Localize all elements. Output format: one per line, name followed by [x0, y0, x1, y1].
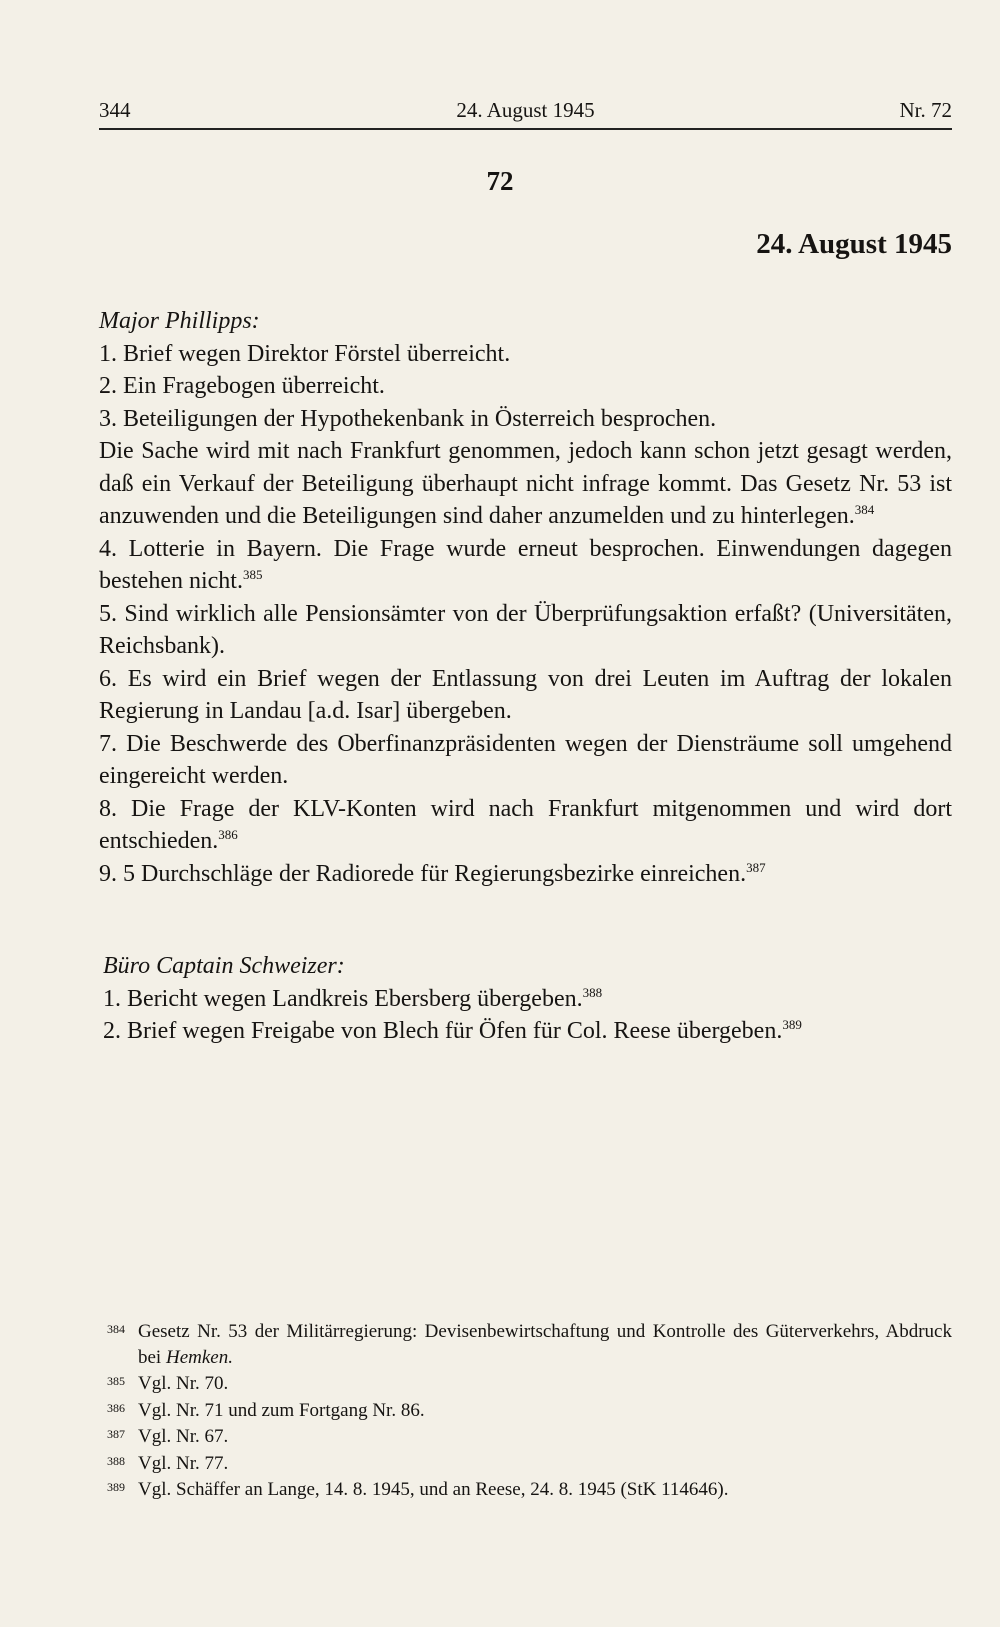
list-item: 7. Die Beschwerde des Oberfinanzpräsidenten wegen der Diensträume soll umgehend eingereicht werden.	[99, 730, 952, 789]
footnote: 386 Vgl. Nr. 71 und zum Fortgang Nr. 86.	[99, 1398, 952, 1424]
footnotes	[99, 1319, 952, 1503]
header-date: 24. August 1945	[456, 98, 595, 122]
footnote-number: 389	[107, 1480, 125, 1494]
list-item: 4. Lotterie in Bayern. Die Frage wurde erneut besprochen. Einwendungen dagegen bestehen nicht.$^{385}$	[99, 535, 952, 594]
footnote: 389 Vgl. Schäffer an Lange, 14. 8. 1945, und an Reese, 24. 8. 1945 (StK 114646).	[99, 1477, 952, 1503]
section-title: Büro Captain Schweizer:	[103, 953, 345, 979]
list-item: 3. Beteiligungen der Hypothekenbank in Österreich besprochen.	[99, 405, 717, 432]
document-number: 72	[486, 166, 514, 196]
footnote-number: 387	[107, 1427, 125, 1441]
footnote-number: 385	[107, 1374, 125, 1388]
document-date: 24. August 1945	[756, 228, 952, 260]
section-title: Major Phillipps:	[99, 308, 260, 334]
list-item: 5. Sind wirklich alle Pensionsämter von der Überprüfungsaktion erfaßt? (Universitäten, Reichsbank).	[99, 600, 952, 659]
list-item: 8. Die Frage der KLV-Konten wird nach Frankfurt mitgenommen und wird dort entschieden.$^{386}$	[99, 795, 952, 854]
page-number: 344	[99, 98, 131, 122]
section-major-phillipps	[99, 305, 952, 890]
footnote-ref: 388	[582, 984, 603, 1000]
list-item: 6. Es wird ein Brief wegen der Entlassung von drei Leuten im Auftrag der lokalen Regierung in Landau [a.d. Isar] übergeben.	[99, 665, 952, 724]
footnote-ref: 385	[242, 567, 263, 582]
list-item: Die Sache wird mit nach Frankfurt genommen, jedoch kann schon jetzt gesagt werden, daß ein Verkauf der Beteiligung überhaupt nicht infrage kommt. Das Gesetz Nr. 53 ist anzuwenden und die Beteiligungen sind daher anzumelden und zu hinterlegen.$^{384}$	[99, 438, 952, 529]
list-item: 1. Bericht wegen Landkreis Ebersberg übergeben.$^{388}$	[103, 984, 603, 1012]
running-header	[99, 98, 952, 130]
footnote-number: 384	[107, 1322, 125, 1336]
footnote: 384 Gesetz Nr. 53 der Militärregierung: Devisenbewirtschaftung und Kontrolle des Güterverkehrs, Abdruck bei Hemken.	[99, 1319, 952, 1370]
section-captain-schweizer	[99, 950, 952, 1048]
footnote: 388 Vgl. Nr. 77.	[99, 1451, 952, 1477]
footnote: 385 Vgl. Nr. 70.	[99, 1371, 952, 1397]
footnote-number: 388	[107, 1453, 125, 1468]
footnote: 387 Vgl. Nr. 67.	[99, 1424, 952, 1450]
footnote-number: 386	[107, 1400, 125, 1415]
header-doc-ref: Nr. 72	[899, 98, 952, 122]
footnote-ref: 389	[782, 1017, 802, 1032]
footnote-ref: 387	[746, 859, 766, 875]
list-item: 2. Brief wegen Freigabe von Blech für Öfen für Col. Reese übergeben.$^{389}$	[103, 1017, 802, 1044]
list-item: 2. Ein Fragebogen überreicht.	[99, 373, 385, 399]
footnote-ref: 384	[854, 502, 875, 517]
footnote-ref: 386	[218, 827, 238, 842]
list-item: 1. Brief wegen Direktor Förstel überreicht.	[99, 340, 511, 367]
list-item: 9. 5 Durchschläge der Radiorede für Regierungsbezirke einreichen.$^{387}$	[99, 859, 766, 887]
